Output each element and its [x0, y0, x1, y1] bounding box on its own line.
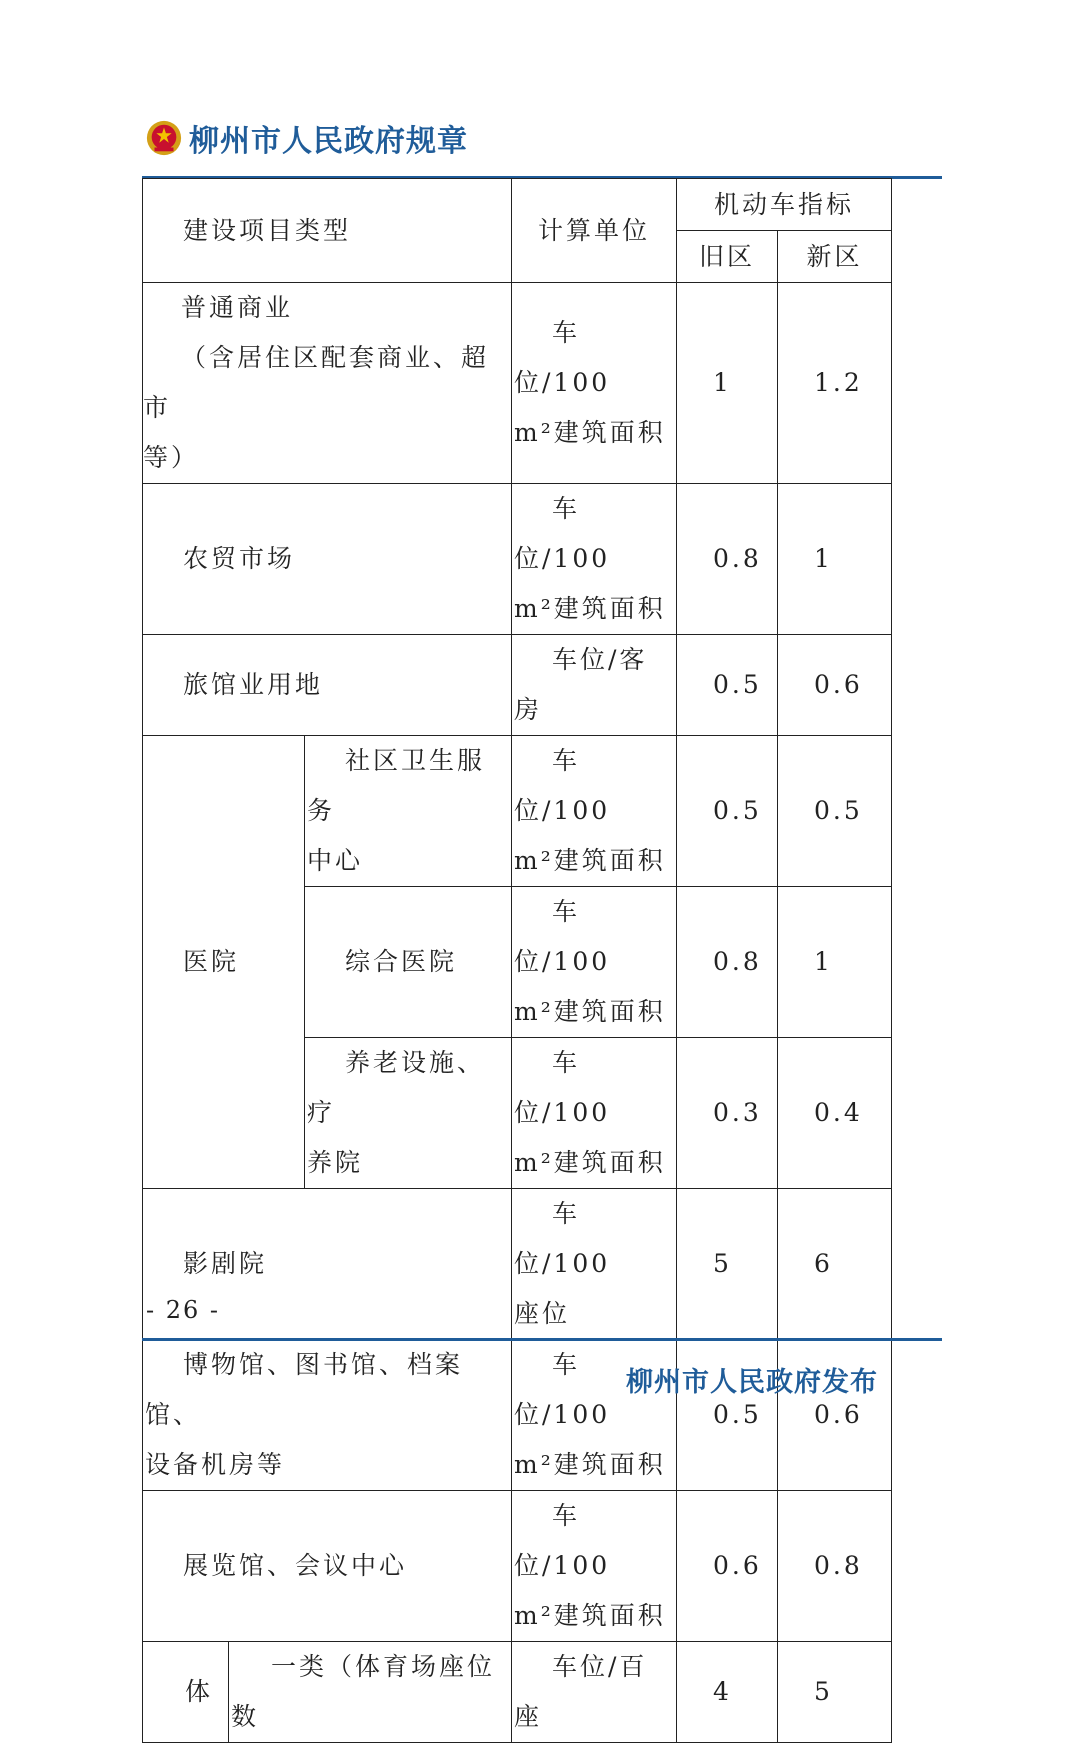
new-value: 0.5	[778, 736, 892, 887]
unit-text: 车位/100	[514, 897, 611, 976]
table-row	[143, 1189, 892, 1340]
old-value: 0.5	[677, 1340, 778, 1491]
row-label: 等）	[143, 443, 200, 472]
page-header	[145, 116, 468, 160]
unit-text: 车位/100	[514, 318, 611, 397]
unit-text: 车位/100	[514, 1048, 611, 1127]
table-row	[143, 635, 892, 736]
new-value: 1	[778, 484, 892, 635]
old-value: 4	[677, 1642, 778, 1743]
sub-label: 养院	[307, 1148, 364, 1177]
sub-label: 社区卫生服务	[307, 746, 486, 825]
header-type: 建设项目类型	[143, 179, 512, 283]
new-value: 1	[778, 887, 892, 1038]
unit-text: 车位/百座	[512, 1642, 677, 1743]
old-value: 0.5	[677, 635, 778, 736]
table-row	[143, 736, 892, 887]
row-label: 旅馆业用地	[143, 635, 512, 736]
national-emblem-icon	[145, 119, 183, 157]
row-label: 设备机房等	[145, 1450, 286, 1479]
old-value: 1	[677, 283, 778, 484]
sub-label: 一类（体育场座位数	[229, 1642, 512, 1743]
header-title: 柳州市人民政府规章	[189, 124, 468, 159]
header-old: 旧区	[677, 231, 778, 283]
footer-publisher: 柳州市人民政府发布	[626, 1367, 878, 1398]
unit-text: 车位/100	[514, 1501, 611, 1580]
sub-label: 养老设施、疗	[307, 1048, 486, 1127]
row-label: 展览馆、会议中心	[143, 1491, 512, 1642]
old-value: 0.8	[677, 887, 778, 1038]
new-value: 0.6	[778, 1340, 892, 1491]
new-value: 6	[778, 1189, 892, 1340]
table-row	[143, 1491, 892, 1642]
old-value: 0.3	[677, 1038, 778, 1189]
unit-text: m²建筑面积	[514, 997, 666, 1026]
header-unit: 计算单位	[512, 179, 677, 283]
unit-text: 车位/100	[514, 494, 611, 573]
new-value: 0.4	[778, 1038, 892, 1189]
unit-text: m²建筑面积	[514, 846, 666, 875]
unit-text: m²建筑面积	[514, 1148, 666, 1177]
old-value: 0.6	[677, 1491, 778, 1642]
new-value: 0.6	[778, 635, 892, 736]
unit-text: 座位	[514, 1299, 571, 1328]
new-value: 1.2	[778, 283, 892, 484]
unit-text: 车位/100	[514, 1350, 611, 1429]
sub-label: 综合医院	[305, 887, 512, 1038]
row-label: 博物馆、图书馆、档案馆、	[145, 1350, 464, 1429]
header-indicator: 机动车指标	[677, 179, 892, 231]
parking-standard-table	[142, 178, 892, 1743]
new-value: 0.8	[778, 1491, 892, 1642]
row-label: 影剧院	[143, 1189, 512, 1340]
row-label: 体	[143, 1642, 229, 1743]
hospital-label: 医院	[143, 736, 305, 1189]
unit-text: m²建筑面积	[514, 1450, 666, 1479]
unit-text: 车位/100	[514, 746, 611, 825]
page-number: - 26 -	[146, 1296, 221, 1324]
unit-text: m²建筑面积	[514, 418, 666, 447]
sub-label: 中心	[307, 846, 364, 875]
new-value: 5	[778, 1642, 892, 1743]
unit-text: 车位/客房	[512, 635, 677, 736]
table-row	[143, 484, 892, 635]
unit-text: 车位/100	[514, 1199, 611, 1278]
unit-text: m²建筑面积	[514, 1601, 666, 1630]
row-label: 农贸市场	[143, 484, 512, 635]
old-value: 0.8	[677, 484, 778, 635]
table-row	[143, 283, 892, 484]
unit-text: m²建筑面积	[514, 594, 666, 623]
header-new: 新区	[778, 231, 892, 283]
row-label: （含居住区配套商业、超市	[143, 343, 490, 422]
row-label: 普通商业	[181, 293, 294, 322]
table-row	[143, 1642, 892, 1743]
footer-rule	[142, 1338, 942, 1341]
old-value: 5	[677, 1189, 778, 1340]
old-value: 0.5	[677, 736, 778, 887]
